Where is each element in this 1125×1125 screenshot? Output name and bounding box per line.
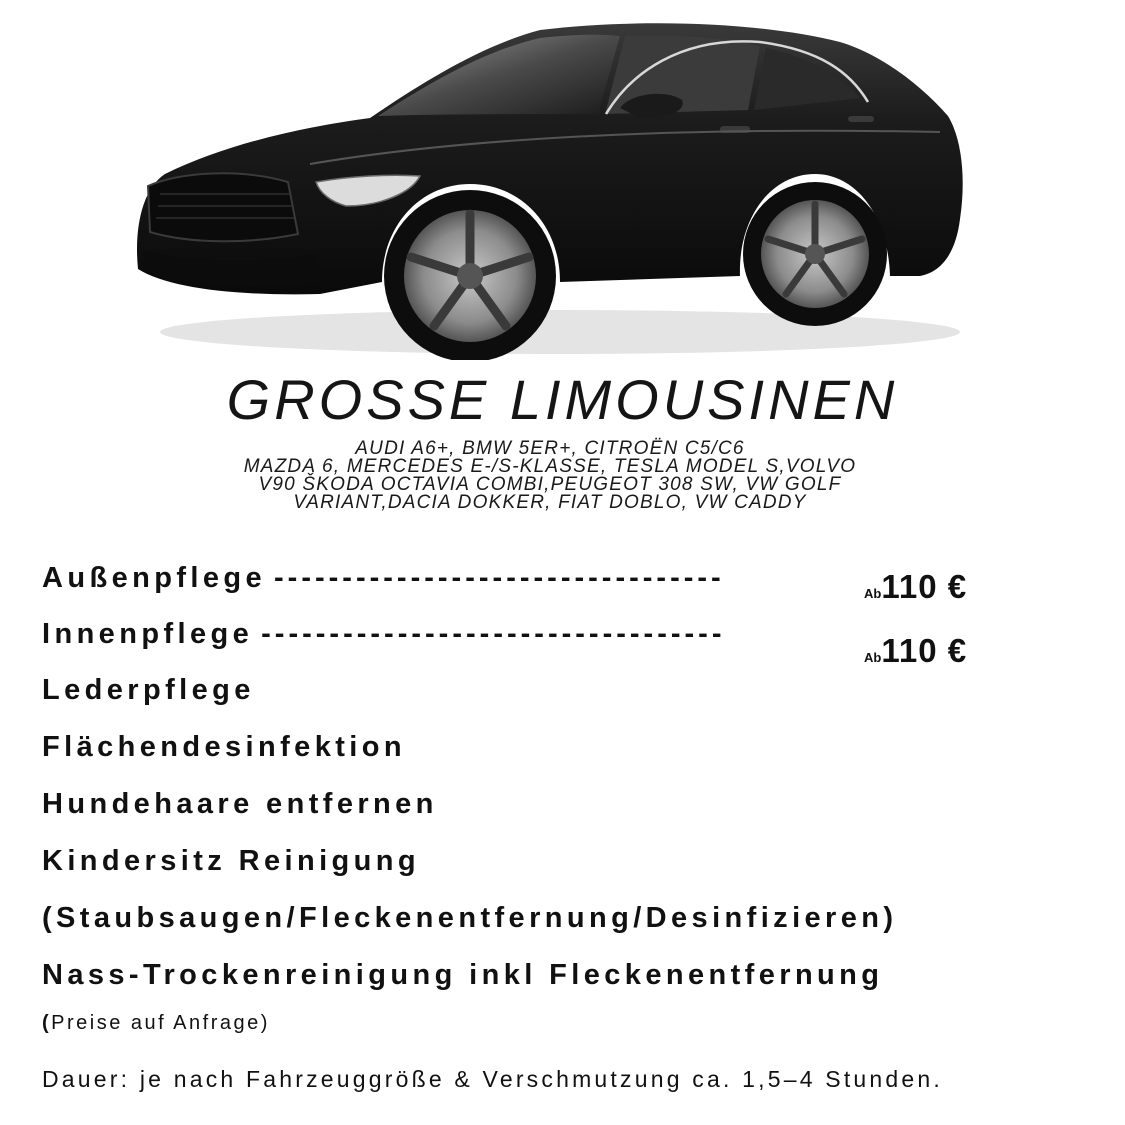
service-label: Innenpflege	[42, 618, 254, 650]
rear-wheel	[743, 182, 887, 326]
service-label: Außenpflege	[42, 562, 267, 594]
dash-leader: ---------------------------------	[274, 562, 725, 594]
price-prefix: Ab	[864, 650, 882, 665]
door-handle	[848, 116, 874, 122]
front-wheel	[384, 190, 556, 360]
service-item-lederpflege: Lederpflege	[42, 674, 255, 706]
service-item-hundehaare: Hundehaare entfernen	[42, 788, 438, 820]
page-title: GROSSE LIMOUSINEN	[226, 368, 899, 431]
price-prefix: Ab	[864, 586, 882, 601]
car-image	[120, 14, 970, 360]
models-line: V90 ŠKODA OCTAVIA COMBI,PEUGEOT 308 SW, VW GOLF	[258, 474, 842, 495]
car-grille	[148, 173, 298, 241]
models-line: MAZDA 6, MERCEDES E-/S-KLASSE, TESLA MODEL S,VOLVO	[243, 456, 857, 477]
dash-leader: ----------------------------------	[261, 618, 726, 650]
models-list	[180, 440, 920, 512]
price-innenpflege	[864, 634, 967, 667]
service-item-kindersitz-details: (Staubsaugen/Fleckenentfernung/Desinfizieren)	[42, 902, 898, 934]
price-note	[42, 1012, 270, 1035]
service-item-nass-trockenreinigung: Nass-Trockenreinigung inkl Fleckenentfernung	[42, 959, 884, 991]
models-line: AUDI A6+, BMW 5ER+, CITROËN C5/C6	[355, 438, 745, 459]
price-aussenpflege	[864, 570, 967, 603]
duration-text: Dauer: je nach Fahrzeuggröße & Verschmutzung ca. 1,5–4 Stunden.	[42, 1066, 943, 1092]
service-item-flaechendesinfektion: Flächendesinfektion	[42, 731, 406, 763]
note-text: Preise auf Anfrage)	[51, 1012, 270, 1034]
service-item-innenpflege	[42, 620, 726, 649]
price-value: 110 €	[881, 568, 968, 605]
service-item-kindersitz: Kindersitz Reinigung	[42, 845, 420, 877]
models-line: VARIANT,DACIA DOKKER, FIAT DOBLO, VW CADDY	[293, 492, 807, 513]
price-value: 110 €	[881, 632, 968, 669]
service-item-aussenpflege	[42, 564, 725, 593]
note-paren: (	[42, 1012, 52, 1034]
